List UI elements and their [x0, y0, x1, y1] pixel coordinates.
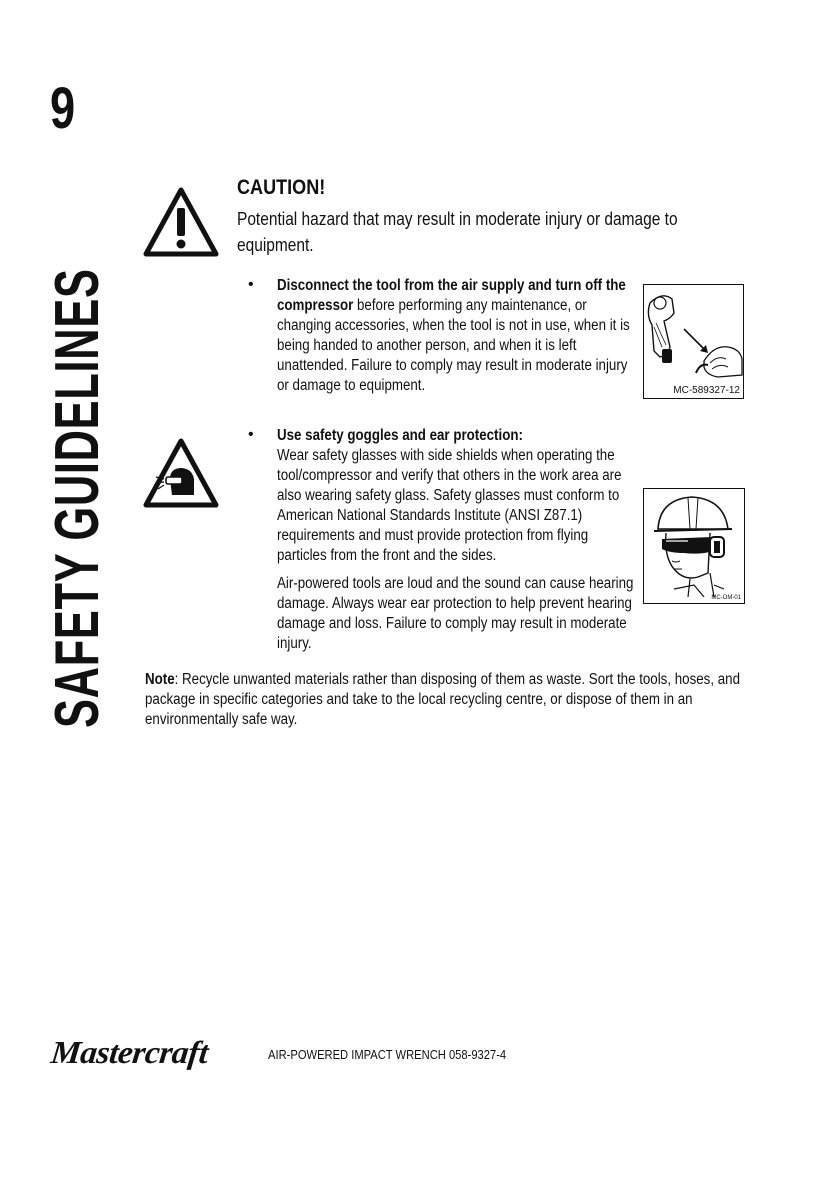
caution-heading: CAUTION!: [237, 176, 326, 199]
safety-item-body: [277, 276, 638, 396]
safety-item-text: Wear safety glasses with side shields when operating the tool/compressor and verify that others in the work area are also wearing safety glass. Safety glasses must conform to American National Standards Institute (ANSI Z87.1) requirements and must provide protection from flying particles from the front and the sides.: [277, 447, 622, 564]
caution-text: Potential hazard that may result in moderate injury or damage to equipment.: [237, 209, 678, 255]
safety-item-text: before performing any maintenance, or changing accessories, when the tool is not in use, when it is being handed to another person, and when it is left unattended. Failure to comply may result in moderate injury or damage to equipment.: [277, 297, 630, 394]
brand-logo: Mastercraft: [49, 1034, 210, 1070]
section-title: SAFETY GUIDELINES: [43, 268, 112, 728]
wrench-disconnect-illustration: [644, 285, 743, 380]
safety-worker-illustration: [644, 489, 744, 597]
bullet-dot: •: [248, 426, 254, 443]
note-label: Note: [145, 671, 175, 688]
figure-ppe: [643, 488, 745, 604]
warning-triangle-icon: [142, 186, 220, 258]
figure-code: MC-589327-12: [673, 385, 740, 396]
eye-protection-warning-icon: [142, 437, 220, 509]
recycling-note: [145, 670, 747, 730]
safety-item-body: [277, 426, 638, 654]
note-text: : Recycle unwanted materials rather than disposing of them as waste. Sort the tools, hoses, and package in specific categories and take to the local recycling centre, or dispose of them in an environmentally safe way.: [145, 671, 740, 728]
product-name: AIR-POWERED IMPACT WRENCH 058-9327-4: [268, 1047, 507, 1062]
safety-item-lead: Disconnect the tool from the air supply and turn off the compressor: [277, 277, 626, 314]
safety-item-lead: Use safety goggles and ear protection:: [277, 427, 523, 444]
bullet-dot: •: [248, 276, 254, 293]
figure-disconnect-air: [643, 284, 744, 399]
page-number: 9: [50, 76, 76, 141]
safety-item-text: Air-powered tools are loud and the sound can cause hearing damage. Always wear ear protection to help prevent hearing damage and loss. Failure to comply may result in moderate injury.: [277, 575, 634, 652]
section-title-container: [43, 208, 112, 728]
figure-code: MC-OM-01: [711, 595, 741, 601]
